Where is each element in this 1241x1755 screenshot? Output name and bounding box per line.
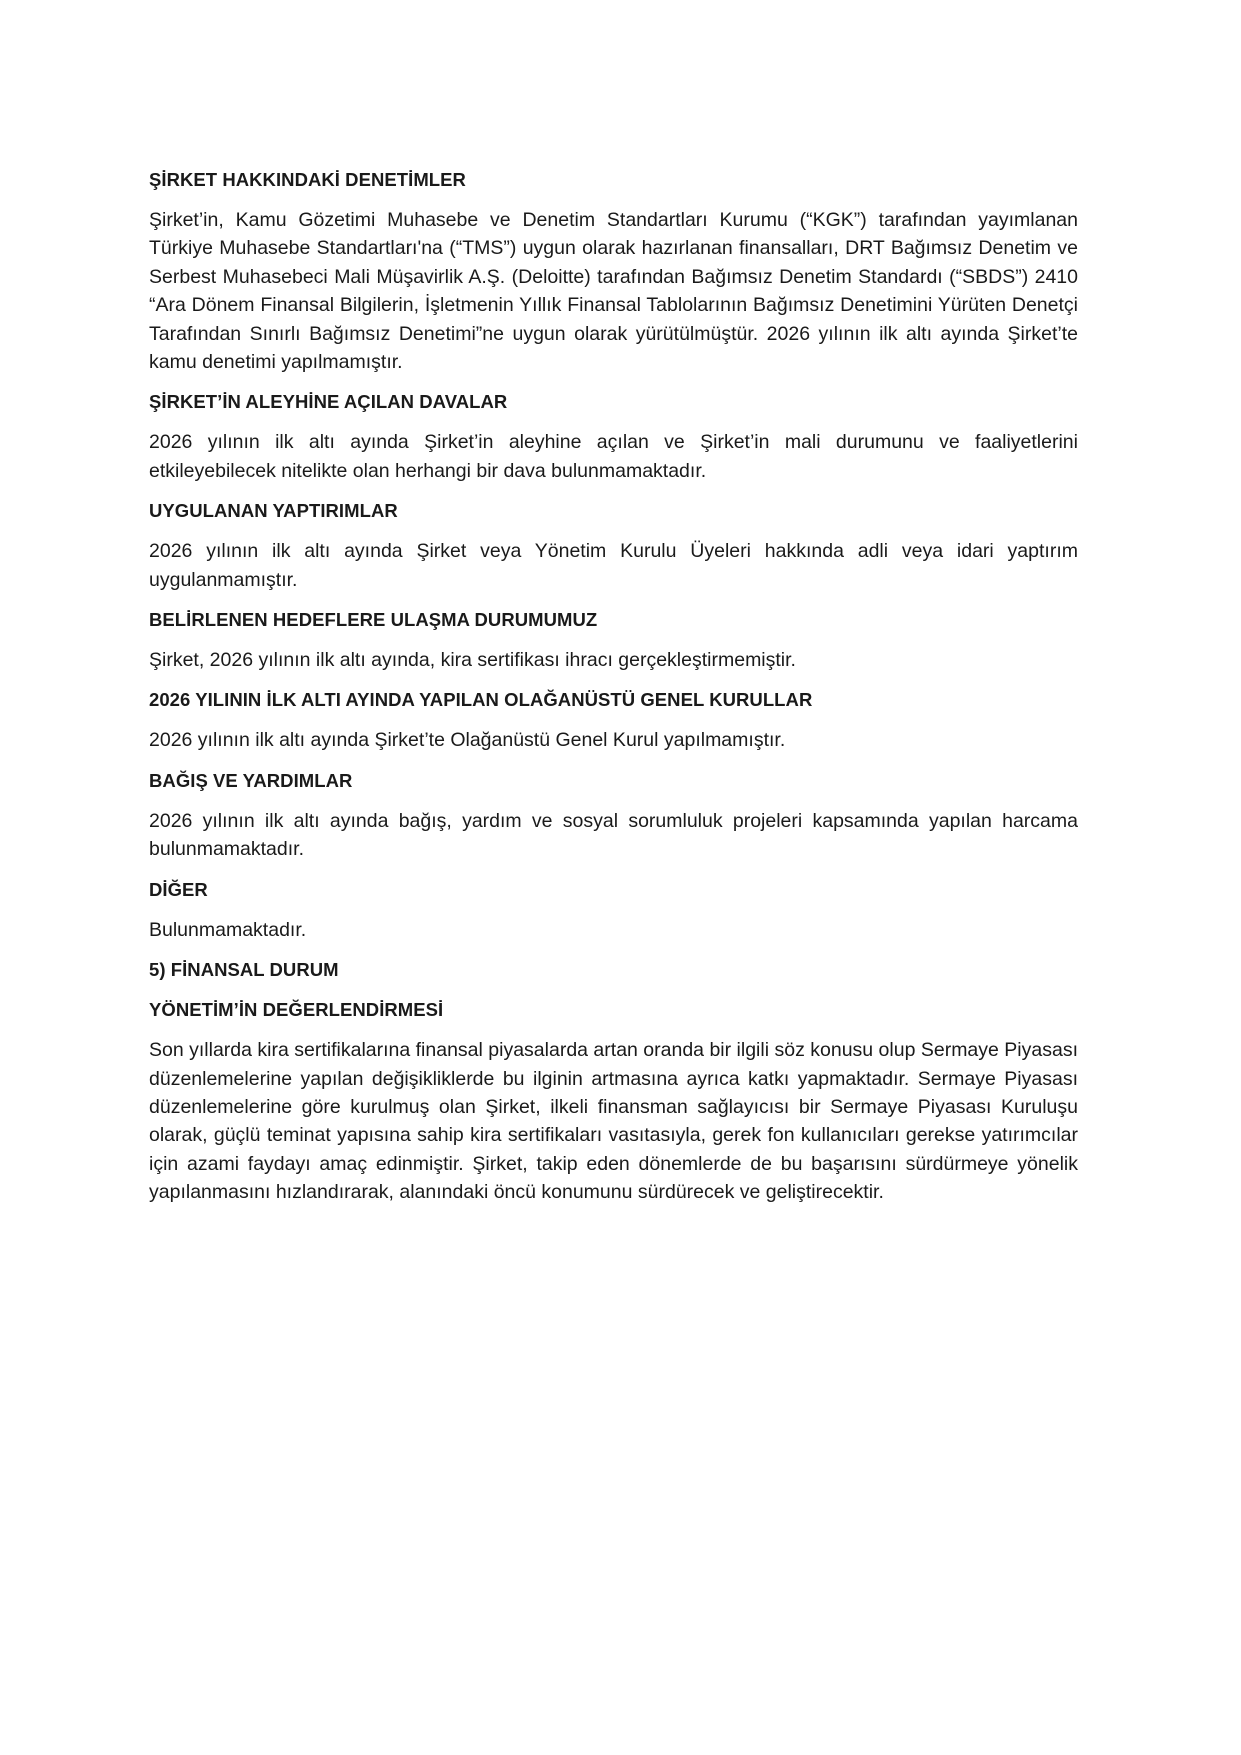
section-heading-denetimler: ŞİRKET HAKKINDAKİ DENETİMLER [149,169,466,190]
management-evaluation-body: Son yıllarda kira sertifikalarına finansal piyasalarda artan oranda bir ilgili söz konusu olup Sermaye Piyasası düzenlemelerine yapılan değişikliklerde bu ilginin artmasına ayrıca katkı yapmaktadır. Sermaye Piyasası düzenlemelerine göre kurulmuş olan Şirket, ilkeli finansman sağlayıcısı bir Sermaye Piyasası Kuruluşu olarak, güçlü teminat yapısına sahip kira sertifikaları vasıtasıyla, gerek fon kullanıcıları gerekse yatırımcılar için azami faydayı amaç edinmiştir. Şirket, takip eden dönemlerde de bu başarısını sürdürmeye yönelik yapılanmasını hızlandırarak, alanındaki öncü konumunu sürdürecek ve geliştirecektir. [149,1039,1078,1204]
section-body-diger: Bulunmamaktadır. [149,918,307,941]
section-heading-genel-kurullar: 2026 YILININ İLK ALTI AYINDA YAPILAN OLAĞANÜSTÜ GENEL KURULLAR [149,689,813,711]
section-heading-yaptirimlar: UYGULANAN YAPTIRIMLAR [149,500,398,522]
section-body-davalar: 2026 yılının ilk altı ayında Şirket’in aleyhine açılan ve Şirket’in mali durumunu ve faaliyetlerini etkileyebilecek nitelikte olan herhangi bir dava bulunmamaktadır. [149,431,1078,482]
section-body-genel-kurullar: 2026 yılının ilk altı ayında Şirket’te Olağanüstü Genel Kurul yapılmamıştır. [149,729,786,752]
section-heading-diger: DİĞER [149,878,208,900]
section-body-yaptirimlar: 2026 yılının ilk altı ayında Şirket veya Yönetim Kurulu Üyeleri hakkında adli veya idari yaptırım uygulanmamıştır. [149,540,1078,591]
financial-status-heading: 5) FİNANSAL DURUM [149,959,339,981]
section-body-hedefler: Şirket, 2026 yılının ilk altı ayında, kira sertifikası ihracı gerçekleştirmemiştir. [149,649,796,672]
section-body-denetimler: Şirket’in, Kamu Gözetimi Muhasebe ve Denetim Standartları Kurumu (“KGK”) tarafından yayımlanan Türkiye Muhasebe Standartları'na (“TMS”) uygun olarak hazırlanan finansalları, DRT Bağımsız Denetim ve Serbest Muhasebeci Mali Müşavirlik A.Ş. (Deloitte) tarafından Bağımsız Denetim Standardı (“SBDS”) 2410 “Ara Dönem Finansal Bilgilerin, İşletmenin Yıllık Finansal Tablolarının Bağımsız Denetimini Yürüten Denetçi Tarafından Sınırlı Bağımsız Denetimi”ne uygun olarak yürütülmüştür. 2026 yılının ilk altı ayında Şirket’te kamu denetimi yapılmamıştır. [149,209,1078,374]
management-evaluation-heading: YÖNETİM’İN DEĞERLENDİRMESİ [149,999,444,1021]
document-page [149,166,1078,1219]
section-heading-davalar: ŞİRKET’İN ALEYHİNE AÇILAN DAVALAR [149,391,508,413]
section-heading-hedefler: BELİRLENEN HEDEFLERE ULAŞMA DURUMUMUZ [149,609,598,631]
section-heading-bagis: BAĞIŞ VE YARDIMLAR [149,769,353,791]
section-body-bagis: 2026 yılının ilk altı ayında bağış, yardım ve sosyal sorumluluk projeleri kapsamında yapılan harcama bulunmamaktadır. [149,809,1078,861]
